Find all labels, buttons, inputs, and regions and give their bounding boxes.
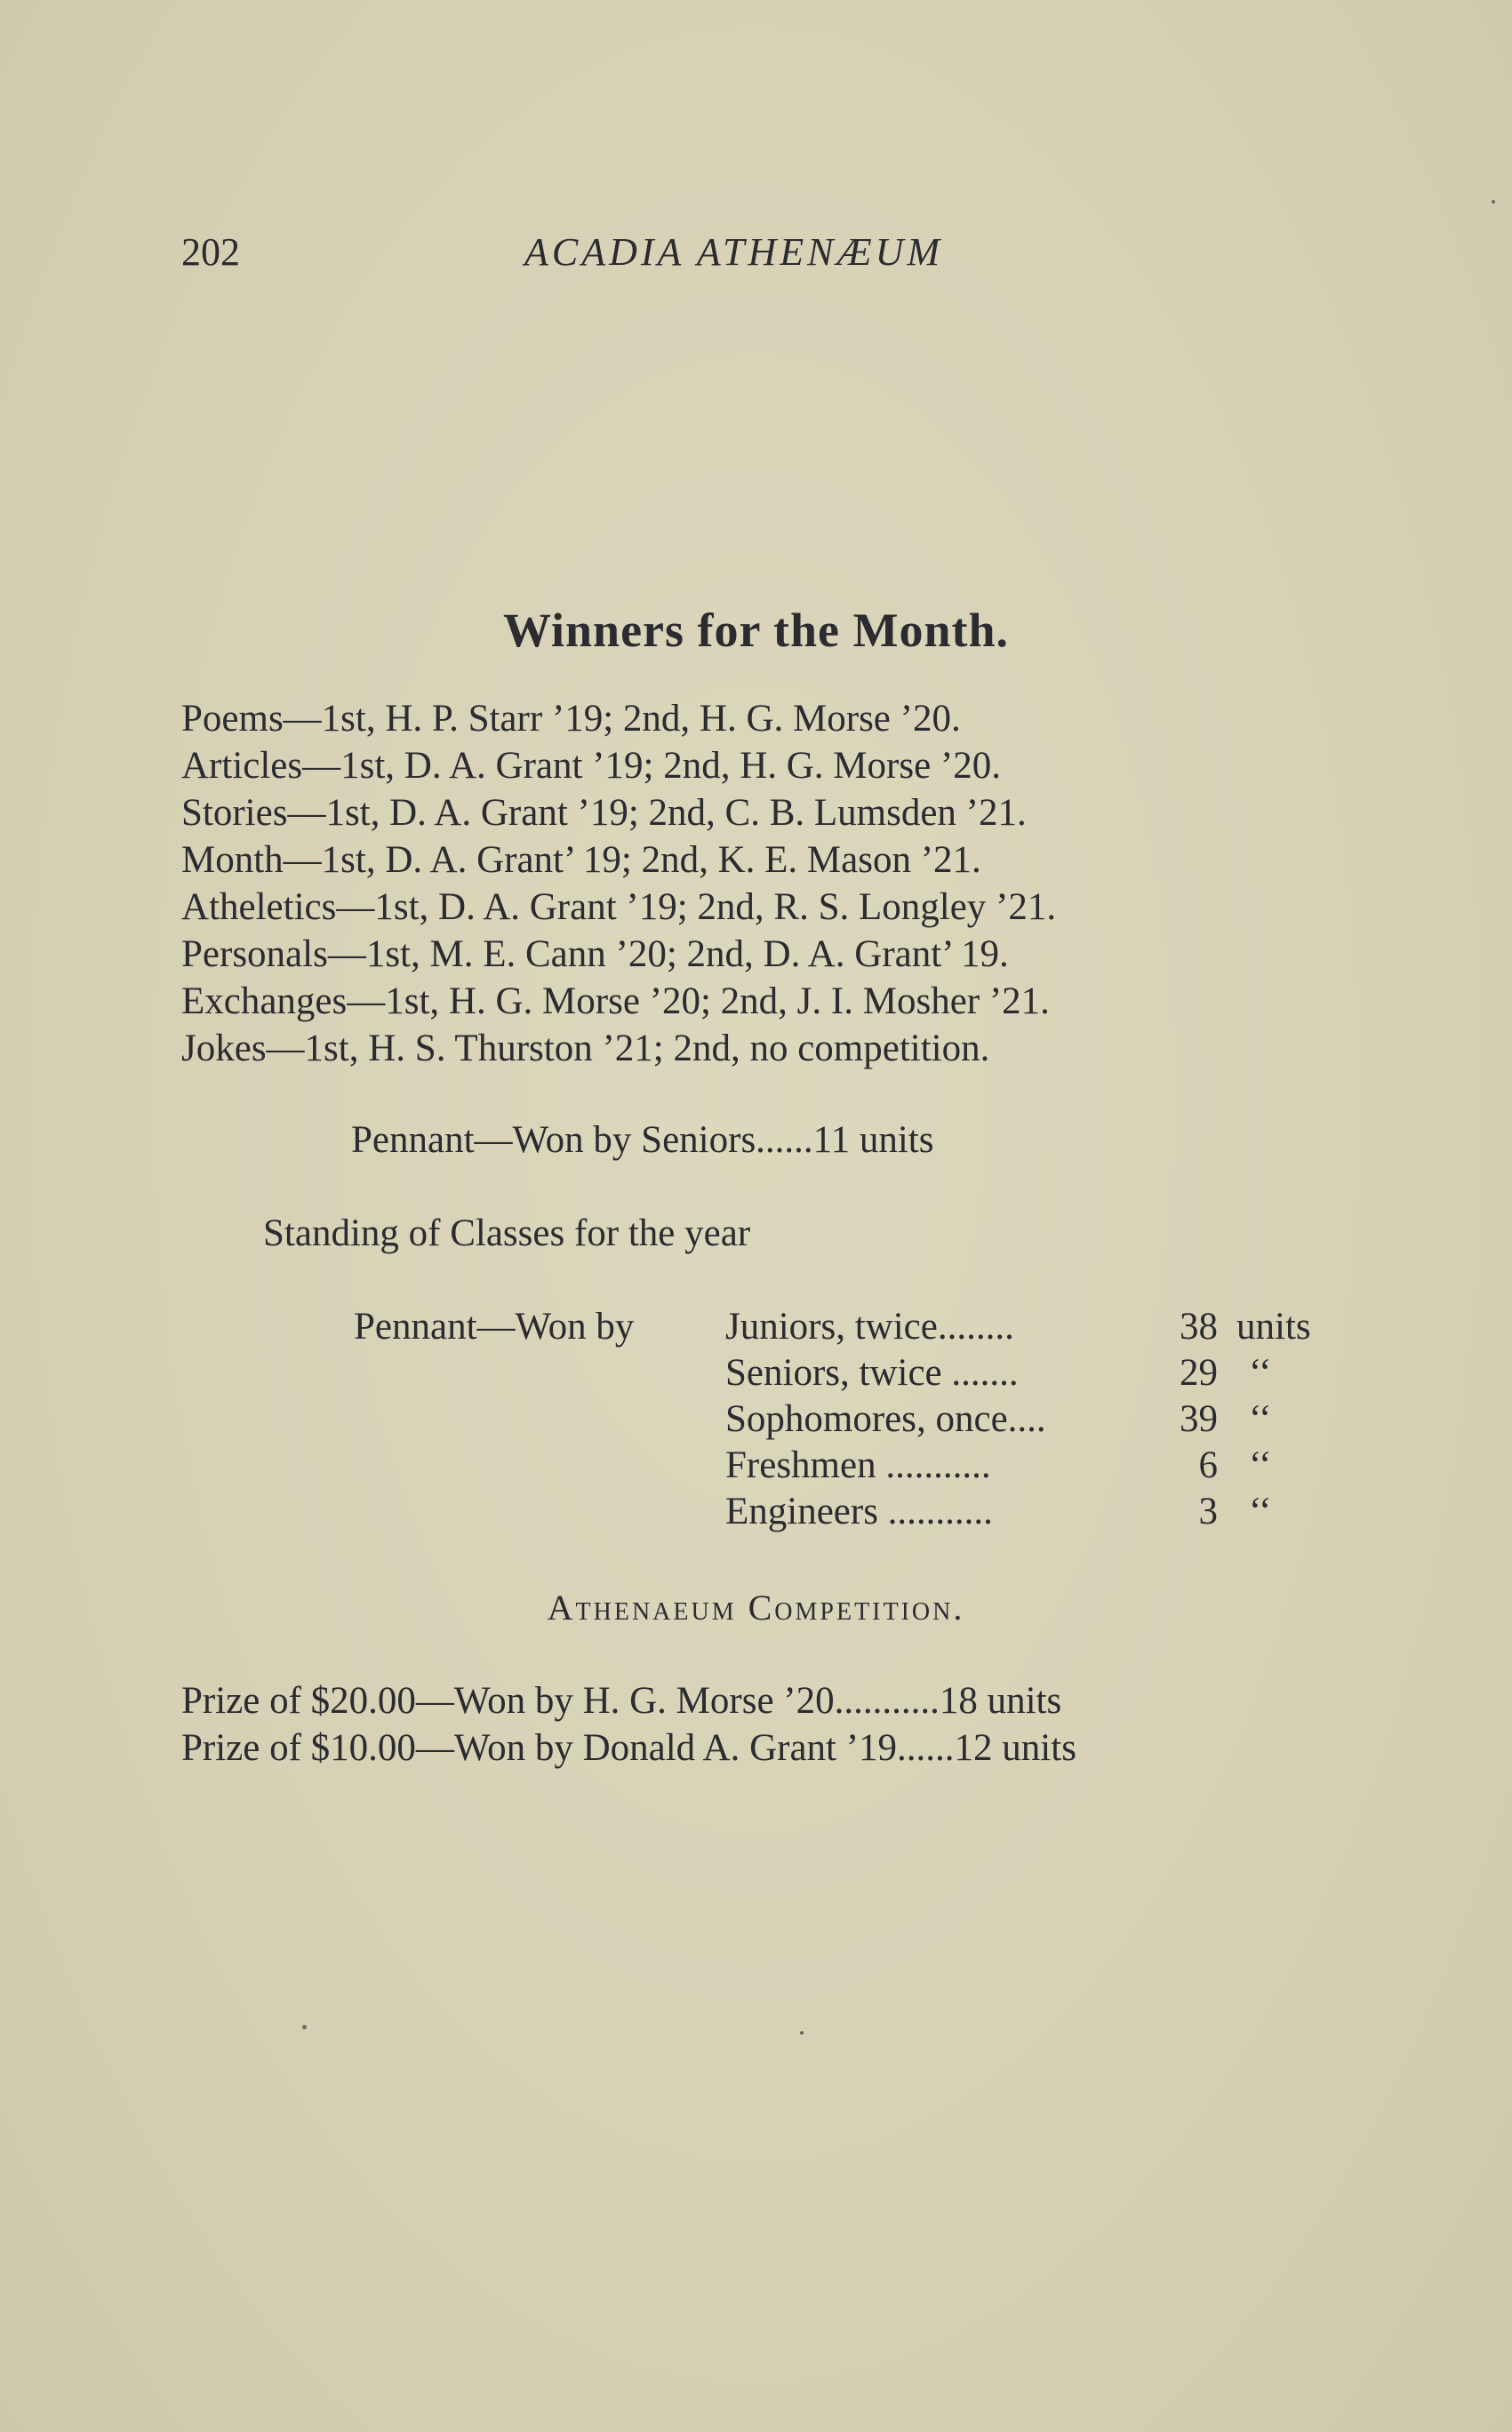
standing-class: Freshmen ........... (725, 1444, 991, 1486)
winner-line: Poems—1st, H. P. Starr ’19; 2nd, H. G. Morse ’20. (181, 698, 961, 740)
winner-line: Atheletics—1st, D. A. Grant ’19; 2nd, R. S. Longley ’21. (181, 886, 1057, 928)
standing-heading: Standing of Classes for the year (263, 1212, 751, 1254)
standing-unit: ‘‘ (1249, 1352, 1272, 1394)
prize-line: Prize of $10.00—Won by Donald A. Grant ’19......12 units (181, 1727, 1076, 1769)
winners-list (181, 695, 1056, 1072)
prize-line: Prize of $20.00—Won by H. G. Morse ’20...........18 units (181, 1680, 1062, 1722)
standing-unit: units (1236, 1306, 1311, 1348)
standing-class: Engineers ........... (725, 1491, 993, 1532)
standing-unit: ‘‘ (1249, 1444, 1272, 1486)
paper-speck (800, 2031, 804, 2035)
winner-line: Articles—1st, D. A. Grant ’19; 2nd, H. G. Morse ’20. (181, 745, 1002, 787)
standing-class: Juniors, twice........ (725, 1306, 1014, 1348)
standing-value: 38 (1180, 1306, 1218, 1348)
standing-class: Seniors, twice ....... (725, 1352, 1019, 1394)
standing-value: 29 (1180, 1352, 1218, 1394)
pennant-month-line: Pennant—Won by Seniors......11 units (351, 1119, 934, 1161)
section-heading: Winners for the Month. (502, 604, 1009, 657)
standing-value: 3 (1198, 1491, 1218, 1532)
winner-line: Month—1st, D. A. Grant’ 19; 2nd, K. E. Mason ’21. (181, 839, 981, 881)
prizes-list (181, 1677, 1076, 1772)
winner-line: Jokes—1st, H. S. Thurston ’21; 2nd, no competition. (181, 1028, 990, 1069)
winner-line: Stories—1st, D. A. Grant ’19; 2nd, C. B. Lumsden ’21. (181, 792, 1027, 834)
page-header (0, 229, 1512, 283)
page-number: 202 (181, 230, 240, 274)
standing-class: Sophomores, once.... (725, 1398, 1046, 1440)
paper-speck (1492, 200, 1495, 204)
standing-value: 39 (1180, 1398, 1218, 1440)
running-title: ACADIA ATHENÆUM (524, 230, 944, 274)
winner-line: Personals—1st, M. E. Cann ’20; 2nd, D. A. Grant’ 19. (181, 933, 1009, 975)
competition-heading: Athenaeum Competition. (547, 1588, 965, 1628)
winner-line: Exchanges—1st, H. G. Morse ’20; 2nd, J. I. Mosher ’21. (181, 980, 1050, 1022)
standing-lead: Pennant—Won by (354, 1306, 635, 1348)
paper-speck (302, 2025, 307, 2029)
standing-unit: ‘‘ (1249, 1491, 1272, 1532)
standing-unit: ‘‘ (1249, 1398, 1272, 1440)
standing-value: 6 (1198, 1444, 1218, 1486)
